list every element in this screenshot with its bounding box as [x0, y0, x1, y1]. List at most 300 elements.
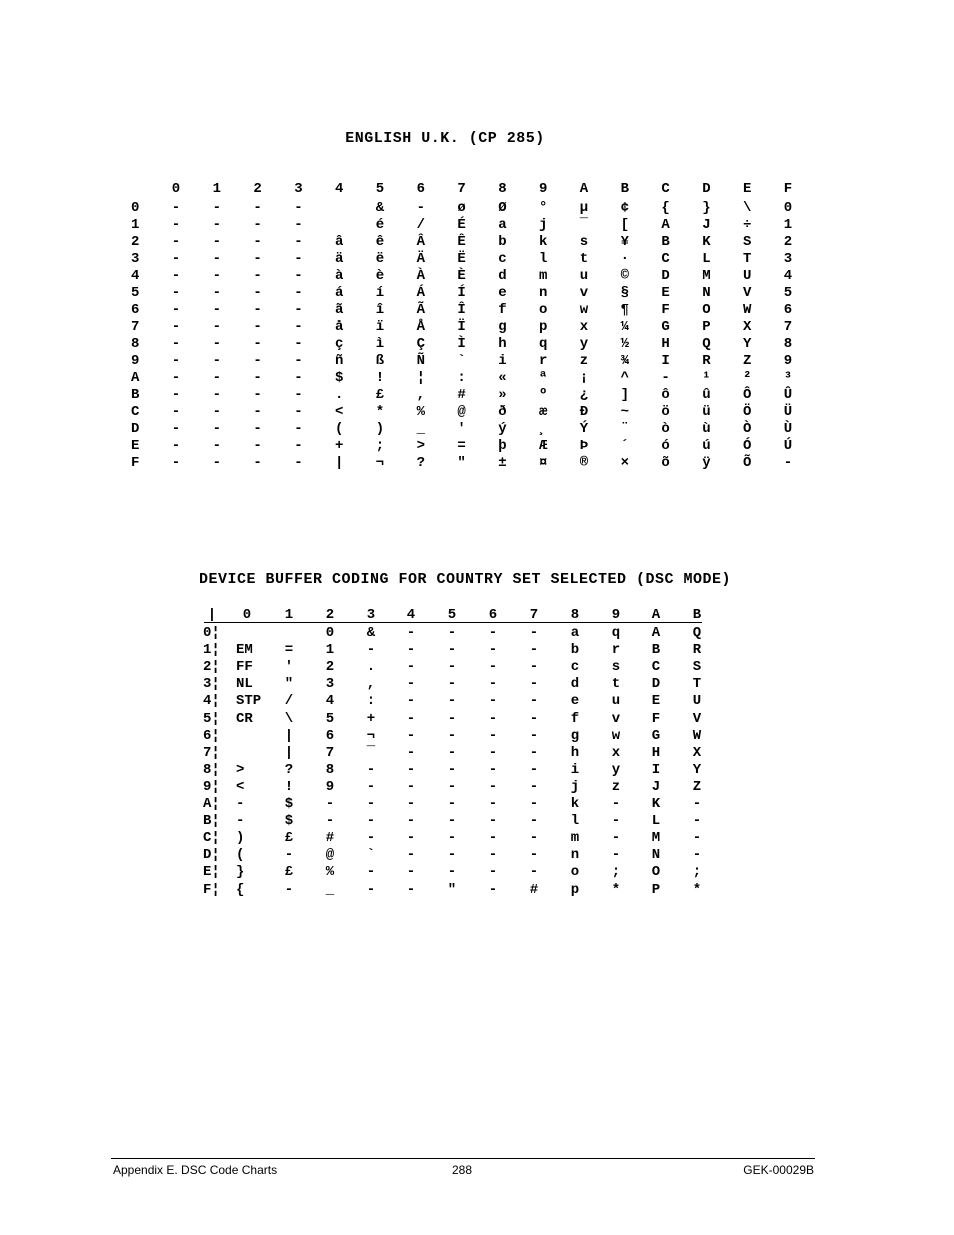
- t1-cell: !: [375, 370, 385, 386]
- t2-row-label: [203, 625, 220, 642]
- t1-cell: j: [538, 217, 548, 233]
- t2-cell: -: [529, 727, 539, 744]
- t1-cell: -: [294, 285, 303, 301]
- t2-cell: ¬: [366, 727, 376, 744]
- t2-row-label: [203, 882, 220, 899]
- t1-cell: ,: [416, 387, 425, 403]
- t1-cell: 8: [783, 336, 793, 352]
- t1-cell: §: [620, 285, 629, 301]
- t1-column-header: 4: [334, 181, 344, 197]
- t1-cell: -: [253, 421, 262, 437]
- t1-cell: -: [294, 404, 303, 420]
- t1-cell: º: [538, 387, 548, 403]
- t2-cell: -: [529, 847, 539, 864]
- t2-row-label: [203, 711, 220, 728]
- t1-cell: 4: [783, 268, 793, 284]
- table2-title: DEVICE BUFFER CODING FOR COUNTRY SET SELECTED (DSC MODE): [198, 571, 732, 588]
- t1-cell: -: [212, 234, 221, 250]
- t2-row-separator: ¦: [211, 744, 220, 761]
- t2-row-separator: ¦: [211, 830, 220, 847]
- t1-row-label-text: 5: [131, 285, 140, 301]
- t2-column-header: A: [651, 607, 661, 623]
- t1-cell: I: [661, 353, 670, 369]
- t1-cell: È: [457, 268, 466, 284]
- t2-cell: -: [406, 796, 416, 812]
- t2-cell: b: [570, 642, 580, 659]
- t1-cell: ;: [375, 438, 385, 454]
- t1-cell: c: [498, 251, 507, 267]
- t1-cell: 9: [783, 353, 793, 369]
- t2-row-label: [203, 796, 220, 813]
- t2-row-label: [203, 745, 220, 762]
- t1-cell: u: [579, 268, 589, 284]
- t1-cell: Ã: [416, 302, 425, 318]
- t2-cell: -: [236, 813, 245, 830]
- t1-cell: À: [416, 268, 425, 284]
- t1-cell: ì: [375, 336, 385, 352]
- t2-cell: -: [366, 778, 376, 795]
- t2-cell: -: [488, 710, 498, 727]
- t2-cell: c: [570, 659, 580, 676]
- t2-cell: -: [447, 676, 457, 693]
- t2-cell: h: [570, 744, 580, 761]
- t1-row-label: [131, 200, 139, 217]
- t1-cell: >: [416, 438, 425, 454]
- t2-cell: -: [488, 778, 498, 795]
- t1-cell: -: [212, 353, 221, 369]
- t1-cell: ·: [620, 251, 629, 267]
- t1-cell: -: [253, 438, 262, 454]
- t1-cell: ¾: [620, 353, 629, 369]
- t2-cell: -: [692, 830, 702, 847]
- t2-row-separator: ¦: [211, 847, 220, 864]
- t1-cell: $: [334, 370, 344, 386]
- t2-cell: ): [236, 830, 245, 847]
- t2-cell: CR: [236, 710, 253, 727]
- t2-cell: 9: [325, 778, 335, 795]
- t2-cell: -: [406, 847, 416, 864]
- t2-row-label-text: 9: [203, 778, 212, 795]
- t1-cell: 5: [783, 285, 793, 301]
- t1-cell: M: [702, 268, 711, 284]
- t1-cell: -: [253, 387, 262, 403]
- t1-row-label: [131, 404, 139, 421]
- t2-cell: s: [611, 659, 621, 676]
- t1-cell: ): [375, 421, 385, 437]
- t2-cell: -: [488, 642, 498, 659]
- t2-cell: _: [325, 881, 335, 898]
- t2-cell: -: [529, 659, 539, 676]
- t1-cell: -: [294, 251, 303, 267]
- t2-cell: -: [529, 778, 539, 795]
- t1-cell: à: [334, 268, 344, 284]
- t2-cell: d: [570, 676, 580, 693]
- t2-cell: 6: [325, 727, 335, 744]
- t2-cell: 0: [325, 625, 335, 641]
- t1-cell: î: [375, 302, 385, 318]
- t1-cell: ò: [661, 421, 670, 437]
- t1-column-header: C: [661, 181, 670, 197]
- t1-cell: R: [702, 353, 711, 369]
- t2-cell: -: [529, 710, 539, 727]
- t1-cell: \: [742, 200, 752, 216]
- t1-cell: Ê: [457, 234, 466, 250]
- t2-cell: N: [651, 847, 661, 864]
- t1-cell: |: [334, 455, 344, 471]
- t2-column-header: 9: [611, 607, 621, 623]
- t2-cell: ;: [692, 864, 702, 881]
- t2-cell: B: [651, 642, 661, 659]
- t1-cell: -: [212, 438, 221, 454]
- t2-row-label: [203, 676, 220, 693]
- t1-cell: -: [416, 200, 425, 216]
- t2-row-label: [203, 659, 220, 676]
- t1-column-header: 2: [253, 181, 262, 197]
- t2-cell: |: [284, 744, 294, 761]
- t2-row-separator: ¦: [211, 693, 220, 710]
- t1-cell: Å: [416, 319, 425, 335]
- t1-column-header: D: [702, 181, 711, 197]
- t2-cell: E: [651, 693, 661, 710]
- t2-cell: ": [284, 676, 294, 693]
- t2-cell: -: [447, 642, 457, 659]
- t2-cell: -: [692, 813, 702, 830]
- t1-row-label: [131, 285, 139, 302]
- t1-row-label-text: D: [131, 421, 140, 437]
- footer-doc-id: GEK-00029B: [743, 1163, 814, 1177]
- t2-cell: -: [366, 796, 376, 812]
- t1-cell: <: [334, 404, 344, 420]
- t1-cell: _: [416, 421, 425, 437]
- t1-cell: 1: [783, 217, 793, 233]
- t1-cell: E: [661, 285, 670, 301]
- t1-cell: -: [171, 438, 181, 454]
- t1-cell: Ð: [579, 404, 589, 420]
- t1-cell: b: [498, 234, 507, 250]
- t1-cell: -: [253, 302, 262, 318]
- t1-row-label-text: C: [131, 404, 140, 420]
- t1-cell: -: [171, 200, 181, 216]
- t1-cell: ³: [783, 370, 793, 386]
- t1-cell: Â: [416, 234, 425, 250]
- t2-cell: -: [236, 796, 245, 812]
- t1-cell: Ç: [416, 336, 425, 352]
- t2-cell: -: [325, 796, 335, 812]
- t1-row-label-text: 7: [131, 319, 140, 335]
- t2-column-header: 2: [325, 607, 335, 623]
- t1-cell: ý: [498, 421, 507, 437]
- t1-cell: A: [661, 217, 670, 233]
- t1-cell: 2: [783, 234, 793, 250]
- t1-cell: ¿: [579, 387, 589, 403]
- t1-cell: S: [742, 234, 752, 250]
- t1-cell: #: [457, 387, 466, 403]
- t1-row-label-text: B: [131, 387, 140, 403]
- t1-cell: H: [661, 336, 670, 352]
- t2-cell: NL: [236, 676, 253, 693]
- t2-cell: z: [611, 778, 621, 795]
- t1-cell: Î: [457, 302, 466, 318]
- t2-cell: -: [447, 813, 457, 830]
- t2-cell: -: [366, 881, 376, 898]
- t2-cell: -: [529, 813, 539, 830]
- t1-cell: -: [783, 455, 793, 471]
- t2-cell: S: [692, 659, 702, 676]
- t2-cell: £: [284, 830, 294, 847]
- t1-cell: ¶: [620, 302, 629, 318]
- t2-row-label-text: 2: [203, 659, 212, 676]
- t2-cell: /: [284, 693, 294, 710]
- t1-cell: N: [702, 285, 711, 301]
- t1-cell: Ò: [742, 421, 752, 437]
- t1-cell: -: [212, 421, 221, 437]
- t2-cell: +: [366, 710, 376, 727]
- t1-row-label-text: 8: [131, 336, 140, 352]
- t1-cell: -: [294, 387, 303, 403]
- t1-cell: -: [294, 217, 303, 233]
- t1-cell: ä: [334, 251, 344, 267]
- t2-cell: \: [284, 710, 294, 727]
- t1-cell: l: [538, 251, 548, 267]
- t1-cell: n: [538, 285, 548, 301]
- t2-cell: *: [692, 881, 702, 898]
- t1-cell: m: [538, 268, 548, 284]
- t2-row-label-text: B: [203, 813, 212, 830]
- t2-row-separator: ¦: [211, 778, 220, 795]
- t2-cell: -: [406, 744, 416, 761]
- t1-cell: 7: [783, 319, 793, 335]
- t2-cell: -: [488, 693, 498, 710]
- t1-cell: C: [661, 251, 670, 267]
- t1-cell: -: [253, 251, 262, 267]
- t1-cell: V: [742, 285, 752, 301]
- t2-cell: -: [529, 642, 539, 659]
- t1-cell: -: [171, 251, 181, 267]
- t2-cell: -: [488, 813, 498, 830]
- t2-cell: #: [529, 881, 539, 898]
- t1-column-header: 0: [171, 181, 181, 197]
- t2-row-separator: ¦: [211, 761, 220, 778]
- t2-cell: -: [692, 847, 702, 864]
- t1-cell: Í: [457, 285, 466, 301]
- t2-row-label-text: 4: [203, 693, 212, 710]
- t1-cell: -: [171, 319, 181, 335]
- t2-cell: -: [488, 659, 498, 676]
- t1-cell: ¹: [702, 370, 711, 386]
- t1-cell: -: [253, 353, 262, 369]
- t2-row-separator: ¦: [211, 642, 220, 659]
- t1-row-label: [131, 370, 139, 387]
- t1-cell: ©: [620, 268, 629, 284]
- t1-cell: -: [294, 438, 303, 454]
- t2-cell: -: [529, 830, 539, 847]
- t1-cell: ¸: [538, 421, 548, 437]
- t2-column-header: 6: [488, 607, 498, 623]
- t1-cell: -: [294, 421, 303, 437]
- t1-cell: -: [212, 387, 221, 403]
- t2-cell: -: [406, 625, 416, 641]
- t2-column-header: 5: [447, 607, 457, 623]
- t2-cell: M: [651, 830, 661, 847]
- t1-cell: g: [498, 319, 507, 335]
- t2-cell: -: [488, 625, 498, 641]
- t2-cell: 4: [325, 693, 335, 710]
- t1-cell: -: [171, 353, 181, 369]
- t2-cell: L: [651, 813, 661, 830]
- t1-cell: 0: [783, 200, 793, 216]
- t1-cell: -: [294, 353, 303, 369]
- t1-cell: á: [334, 285, 344, 301]
- t1-cell: -: [253, 285, 262, 301]
- t1-cell: -: [253, 319, 262, 335]
- t2-cell: -: [325, 813, 335, 830]
- t1-cell: ª: [538, 370, 548, 386]
- t1-column-header: 9: [538, 181, 548, 197]
- t2-cell: $: [284, 813, 294, 830]
- t2-cell: -: [447, 796, 457, 812]
- t2-cell: P: [651, 881, 661, 898]
- t2-cell: -: [406, 864, 416, 881]
- t1-cell: ‾: [579, 217, 589, 233]
- t1-cell: -: [253, 200, 262, 216]
- t1-cell: ¬: [375, 455, 385, 471]
- t1-row-label-text: A: [131, 370, 140, 386]
- t2-cell: -: [488, 761, 498, 778]
- t2-cell: -: [406, 659, 416, 676]
- t2-cell: a: [570, 625, 580, 641]
- t2-cell: %: [325, 864, 335, 881]
- t1-cell: ô: [661, 387, 670, 403]
- t2-cell: !: [284, 778, 294, 795]
- t1-cell: *: [375, 404, 385, 420]
- t1-cell: e: [498, 285, 507, 301]
- t1-cell: v: [579, 285, 589, 301]
- t1-cell: -: [171, 455, 181, 471]
- t2-cell: t: [611, 676, 621, 693]
- t1-cell: û: [702, 387, 711, 403]
- t2-cell: C: [651, 659, 661, 676]
- t1-cell: x: [579, 319, 589, 335]
- t1-cell: ¦: [416, 370, 425, 386]
- t2-cell: £: [284, 864, 294, 881]
- t1-cell: ó: [661, 438, 670, 454]
- t1-cell: T: [742, 251, 752, 267]
- t1-cell: -: [661, 370, 670, 386]
- t2-row-separator: ¦: [211, 676, 220, 693]
- t1-cell: ±: [498, 455, 507, 471]
- t1-cell: -: [294, 200, 303, 216]
- t1-cell: D: [661, 268, 670, 284]
- footer-page-number: 288: [452, 1163, 473, 1177]
- t2-row-label-text: F: [203, 881, 212, 898]
- table1-title: ENGLISH U.K. (CP 285): [345, 130, 545, 147]
- t1-cell: -: [294, 370, 303, 386]
- t2-cell: -: [447, 625, 457, 641]
- t1-cell: -: [212, 336, 221, 352]
- t2-cell: -: [366, 813, 376, 830]
- t1-cell: -: [212, 268, 221, 284]
- t2-cell: U: [692, 693, 702, 710]
- t1-cell: -: [171, 285, 181, 301]
- t1-cell: X: [742, 319, 752, 335]
- t2-cell: -: [611, 813, 621, 830]
- t2-cell: :: [366, 693, 376, 710]
- t1-cell: -: [253, 234, 262, 250]
- t1-cell: ¼: [620, 319, 629, 335]
- t1-cell: o: [538, 302, 548, 318]
- t2-cell: -: [447, 744, 457, 761]
- t2-cell: m: [570, 830, 580, 847]
- t1-cell: Y: [742, 336, 752, 352]
- t2-cell: A: [651, 625, 661, 641]
- t1-cell: É: [457, 217, 466, 233]
- t1-cell: B: [661, 234, 670, 250]
- t1-row-label: [131, 336, 139, 353]
- t2-cell: X: [692, 744, 702, 761]
- t1-cell: G: [661, 319, 670, 335]
- t1-cell: 3: [783, 251, 793, 267]
- t1-column-header: 1: [212, 181, 221, 197]
- t1-cell: ö: [661, 404, 670, 420]
- t1-cell: -: [253, 455, 262, 471]
- t1-cell: ñ: [334, 353, 344, 369]
- t1-row-label: [131, 353, 139, 370]
- t1-cell: -: [212, 200, 221, 216]
- t2-cell: -: [447, 693, 457, 710]
- t1-column-header: 6: [416, 181, 425, 197]
- t1-cell: -: [212, 404, 221, 420]
- t2-cell: -: [488, 847, 498, 864]
- t1-cell: q: [538, 336, 548, 352]
- t1-cell: -: [171, 336, 181, 352]
- t1-cell: Ü: [783, 404, 793, 420]
- t2-header-separator: |: [207, 607, 217, 623]
- t1-cell: :: [457, 370, 466, 386]
- t2-cell: D: [651, 676, 661, 693]
- t1-cell: þ: [498, 438, 507, 454]
- t1-row-label-text: 6: [131, 302, 140, 318]
- t2-cell: $: [284, 796, 294, 812]
- t2-cell: ': [284, 659, 294, 676]
- t2-cell: r: [611, 642, 621, 659]
- t1-cell: -: [253, 217, 262, 233]
- t1-cell: -: [171, 404, 181, 420]
- t1-cell: f: [498, 302, 507, 318]
- t1-cell: r: [538, 353, 548, 369]
- t2-cell: J: [651, 778, 661, 795]
- t2-cell: -: [406, 676, 416, 693]
- t2-cell: -: [406, 761, 416, 778]
- t2-cell: 1: [325, 642, 335, 659]
- t1-cell: ´: [620, 438, 629, 454]
- t2-cell: ;: [611, 864, 621, 881]
- t2-cell: -: [406, 693, 416, 710]
- t2-cell: x: [611, 744, 621, 761]
- t2-row-label: [203, 779, 220, 796]
- t1-row-label: [131, 387, 139, 404]
- t2-row-label: [203, 864, 220, 881]
- t1-cell: ~: [620, 404, 629, 420]
- t2-cell: >: [236, 761, 245, 778]
- t2-column-header: 8: [570, 607, 580, 623]
- t2-row-label: [203, 642, 220, 659]
- t2-row-separator: ¦: [211, 796, 220, 812]
- t1-cell: ¢: [620, 200, 629, 216]
- t1-cell: è: [375, 268, 385, 284]
- t1-cell: /: [416, 217, 425, 233]
- t1-cell: w: [579, 302, 589, 318]
- t1-row-label-text: E: [131, 438, 140, 454]
